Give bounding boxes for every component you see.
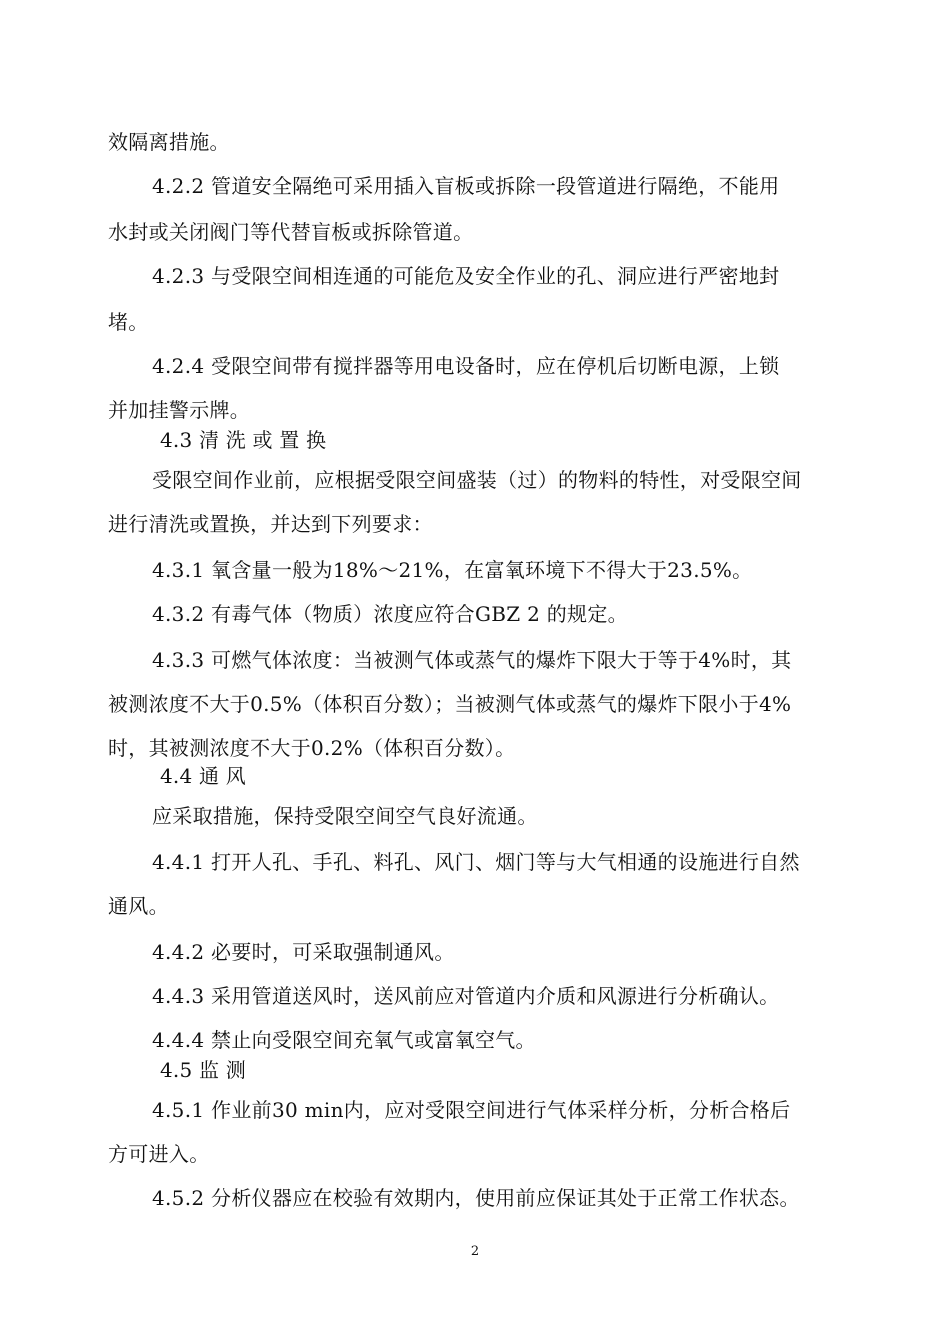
text-line: 4.2.3 与受限空间相连通的可能危及安全作业的孔、洞应进行严密地封 xyxy=(152,264,780,288)
page-number: 2 xyxy=(470,1244,480,1259)
text-line: 4.4.1 打开人孔、手孔、料孔、风门、烟门等与大气相通的设施进行自然 xyxy=(152,850,800,874)
text-line: 水封或关闭阀门等代替盲板或拆除管道。 xyxy=(108,220,474,244)
text-line: 方可进入。 xyxy=(108,1142,210,1166)
section-heading: 4.3 清 洗 或 置 换 xyxy=(160,428,327,452)
text-line: 4.3.2 有毒气体（物质）浓度应符合GBZ 2 的规定。 xyxy=(152,602,628,626)
section-heading: 4.5 监 测 xyxy=(160,1058,246,1082)
text-line: 4.4.4 禁止向受限空间充氧气或富氧空气。 xyxy=(152,1028,536,1052)
text-line: 并加挂警示牌。 xyxy=(108,398,251,422)
text-line: 被测浓度不大于0.5%（体积百分数）；当被测气体或蒸气的爆炸下限小于4% xyxy=(108,692,792,716)
text-line: 受限空间作业前，应根据受限空间盛装（过）的物料的特性，对受限空间 xyxy=(152,468,802,492)
text-line: 进行清洗或置换，并达到下列要求： xyxy=(108,512,433,536)
text-line: 4.3.3 可燃气体浓度：当被测气体或蒸气的爆炸下限大于等于4%时，其 xyxy=(152,648,792,672)
text-line: 4.5.2 分析仪器应在校验有效期内，使用前应保证其处于正常工作状态。 xyxy=(152,1186,800,1210)
text-line: 4.5.1 作业前30 min内，应对受限空间进行气体采样分析，分析合格后 xyxy=(152,1098,791,1122)
text-line: 堵。 xyxy=(108,310,149,334)
section-heading: 4.4 通 风 xyxy=(160,764,246,788)
text-line: 4.4.2 必要时，可采取强制通风。 xyxy=(152,940,455,964)
text-line: 4.2.4 受限空间带有搅拌器等用电设备时，应在停机后切断电源，上锁 xyxy=(152,354,780,378)
text-line: 效隔离措施。 xyxy=(108,130,230,154)
text-line: 通风。 xyxy=(108,894,169,918)
text-line: 4.2.2 管道安全隔绝可采用插入盲板或拆除一段管道进行隔绝，不能用 xyxy=(152,174,780,198)
text-line: 应采取措施，保持受限空间空气良好流通。 xyxy=(152,804,538,828)
text-line: 时，其被测浓度不大于0.2%（体积百分数）。 xyxy=(108,736,516,760)
text-line: 4.4.3 采用管道送风时，送风前应对管道内介质和风源进行分析确认。 xyxy=(152,984,780,1008)
text-line: 4.3.1 氧含量一般为18%～21%，在富氧环境下不得大于23.5%。 xyxy=(152,558,753,582)
